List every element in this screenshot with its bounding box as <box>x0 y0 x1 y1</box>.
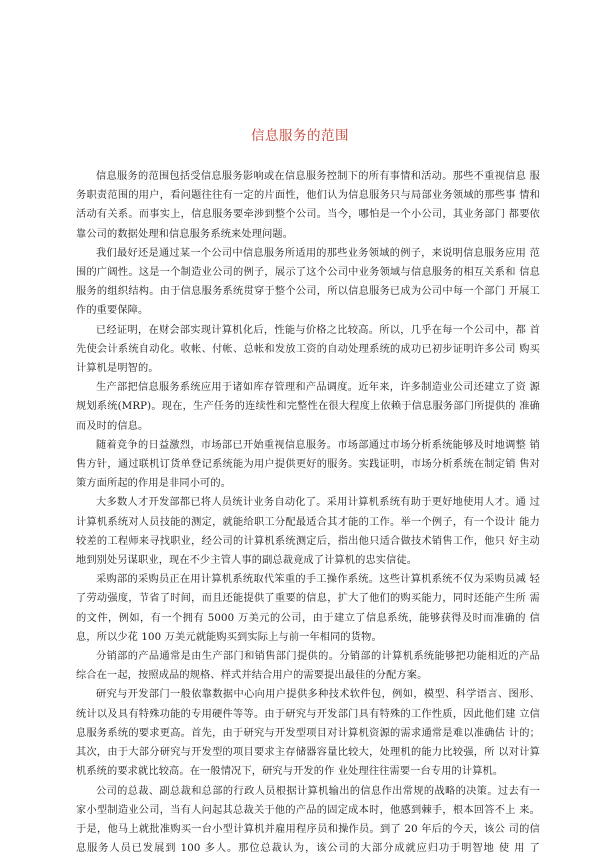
paragraph: 我们最好还是通过某一个公司中信息服务所适用的那些业务领域的例子，来说明信息服务应用 范围的广阔性。这是一个制造业公司的例子，展示了这个公司中业务领域与信息服务的相互关系和 信息服务的组织结构。由于信息服务系统贯穿于整个公司，所以信息服务已成为公司中每一个部门 开展工作的重要保障。 <box>76 244 540 321</box>
document-body <box>76 167 540 858</box>
paragraph: 研究与开发部门一般依靠数据中心向用户提供多种技术软件包，例如，模型、科学语言、图形、统计以及具有特殊功能的专用硬件等等。由于研究与开发部门具有特殊的工作性质，因此他们建 立信息服务系统的要求更高。首先，由于研究与开发型项目对计算机资源的需求通常是难以准确估 计的；其次，由于大部分研究与开发型的项目要求主存储器容量比较大，处理机的能力比较强，所 以对计算机系统的要求就比较高。在一般情况下，研究与开发的作 业处理往往需要一台专用的计算机。 <box>76 685 540 781</box>
paragraph: 采购部的采购员正在用计算机系统取代笨重的手工操作系统。这些计算机系统不仅为采购员减 轻了劳动强度，节省了时间，而且还能提供了重要的信息，扩大了他们的购买能力，同时还能产生所 需的文件，例如，有一个拥有 5000 万美元的公司，由于建立了信息系统，能够获得及时而准确的 信息，所以少花 100 万美元就能购买到实际上与前一年相同的货物。 <box>76 570 540 647</box>
paragraph: 大多数人才开发部都已将人员统计业务自动化了。采用计算机系统有助于更好地使用人才。通 过计算机系统对人员技能的测定，就能给职工分配最适合其才能的工作。举一个例子，有一个设计 能力较差的工程师来寻找职业，经公司的计算机系统测定后，指出他只适合做技术销售工作，他只 好主动地到别处另谋职业，现在不少主管人事的副总裁竟成了计算机的忠实信徒。 <box>76 493 540 570</box>
paragraph: 分销部的产品通常是由生产部门和销售部门提供的。分销部的计算机系统能够把功能相近的产品综合在一起，按照成品的规格、样式并结合用户的需要提出最佳的分配方案。 <box>76 647 540 685</box>
paragraph: 随着竞争的日益激烈，市场部已开始重视信息服务。市场部通过市场分析系统能够及时地调整 销售方针，通过联机订货单登记系统能为用户提供更好的服务。实践证明，市场分析系统在制定销 售对策方面所起的作用是非同小可的。 <box>76 436 540 494</box>
paragraph: 生产部把信息服务系统应用于诸如库存管理和产品调度。近年来，许多制造业公司还建立了资 源规划系统(MRP)。现在，生产任务的连续性和完整性在很大程度上依赖于信息服务部门所提供的 准确而及时的信息。 <box>76 378 540 436</box>
paragraph: 已经证明，在财会部实现计算机化后，性能与价格之比较高。所以，几乎在每一个公司中，都 首先使会计系统自动化。收帐、付帐、总帐和发放工资的自动处理系统的成功已初步证明许多公司 购买计算机是明智的。 <box>76 321 540 379</box>
paragraph: 公司的总裁、副总裁和总部的行政人员根据计算机输出的信息作出常规的战略的决策。过去有一家小型制造业公司，当有人问起其总裁关于他的产品的固定成本时，他感到棘手，根本回答不上 来。于是，他马上就批准购买一台小型计算机并雇用程序员和操作员。到了 20 年后的今天，该公 司的信息服务人员已发展到 100 多人。那位总裁认为，该公司的大部分成就应归功于明智地 使 用 了 <box>76 782 540 858</box>
paragraph: 信息服务的范围包括受信息服务影响或在信息服务控制下的所有事情和活动。那些不重视信息 服务职责范围的用户，看问题往往有一定的片面性，他们认为信息服务只与局部业务领域的那些事 情和活动有关系。而事实上，信息服务要牵涉到整个公司。当今，哪怕是一个小公司，其业务部门 都要依靠公司的数据处理和信息服务系统来处理问题。 <box>76 167 540 244</box>
page-title: 信息服务的范围 <box>0 124 600 144</box>
